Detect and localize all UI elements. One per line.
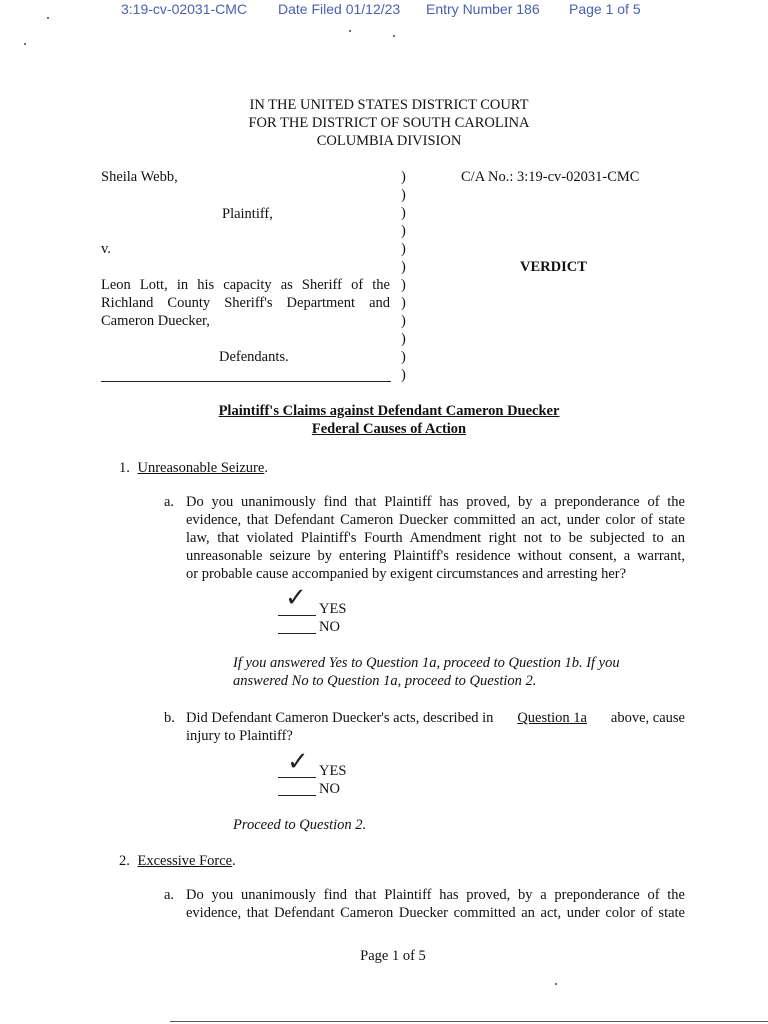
answer-blank-no [278, 795, 316, 796]
question-1b-line1-post: above, cause [610, 710, 685, 726]
question-1a-yes-label: YES [319, 601, 347, 617]
caption-defendants-role: Defendants. [219, 349, 289, 365]
question-1b-letter: b. [164, 710, 175, 726]
caption-defendants [101, 276, 390, 330]
question-1a-letter: a. [164, 494, 175, 510]
caption-defendants-line2: Richland County Sheriff's Department and [101, 295, 390, 311]
court-heading-line3: COLUMBIA DIVISION [316, 133, 462, 149]
question-1-heading [119, 459, 268, 477]
question-2a-text [186, 886, 685, 922]
question-1a-line: evidence, that Defendant Cameron Duecker committed an act, under color of state [186, 512, 685, 528]
question-1b-text [186, 709, 685, 745]
caption-paren: ) [401, 187, 406, 203]
question-1b-instruction: Proceed to Question 2. [233, 817, 367, 833]
question-1a-line: or probable cause accompanied by exigent circumstances and arresting her? [186, 566, 627, 582]
question-1b-line1 [186, 709, 685, 727]
question-2a-letter: a. [164, 887, 175, 903]
question-1-title: Unreasonable Seizure [137, 460, 265, 476]
question-2-period: . [232, 853, 236, 869]
caption-paren: ) [401, 367, 406, 383]
caption-paren: ) [401, 241, 406, 257]
caption-paren: ) [401, 223, 406, 239]
file-stamp-page: Page 1 of 5 [569, 1, 641, 17]
caption-paren: ) [401, 349, 406, 365]
question-1b-line1-pre: Did Defendant Cameron Duecker's acts, described in [186, 710, 494, 726]
question-1b-line2: injury to Plaintiff? [186, 728, 293, 744]
scan-speck [555, 983, 557, 985]
scan-edge-line [170, 1021, 768, 1022]
question-1-number: 1. [119, 460, 130, 476]
file-stamp-entry: Entry Number 186 [426, 1, 540, 17]
caption-paren: ) [401, 295, 406, 311]
caption-paren: ) [401, 205, 406, 221]
caption-paren: ) [401, 313, 406, 329]
caption-paren: ) [401, 331, 406, 347]
scan-speck [24, 43, 26, 45]
caption-plaintiff-name: Sheila Webb, [101, 169, 178, 185]
question-2-heading [119, 852, 236, 870]
question-1a-text [186, 493, 685, 583]
section-heading-line2: Federal Causes of Action [311, 421, 467, 437]
caption-plaintiff-role: Plaintiff, [222, 206, 273, 222]
caption-versus: v. [101, 241, 111, 257]
checkmark-icon: ✓ [285, 583, 307, 613]
scan-speck [349, 30, 351, 32]
caption-paren-column [401, 168, 415, 384]
question-1b-no-label: NO [319, 781, 340, 797]
checkmark-icon: ✓ [287, 747, 309, 777]
scan-speck [393, 35, 395, 37]
question-2-number: 2. [119, 853, 130, 869]
question-1a-line: Do you unanimously find that Plaintiff has proved, by a preponderance of the [186, 494, 685, 510]
caption-paren: ) [401, 277, 406, 293]
court-heading [0, 96, 768, 150]
question-1a-instruction [233, 654, 620, 690]
caption-paren: ) [401, 169, 406, 185]
question-1a-no-label: NO [319, 619, 340, 635]
answer-blank-yes [278, 777, 316, 778]
file-stamp-header [0, 0, 768, 22]
caption-rule [101, 381, 391, 382]
court-heading-line1: IN THE UNITED STATES DISTRICT COURT [249, 97, 529, 113]
question-1b-yes-label: YES [319, 763, 347, 779]
file-stamp-date-filed: Date Filed 01/12/23 [278, 1, 401, 17]
question-1b-reference: Question 1a [517, 710, 587, 726]
caption-case-number: C/A No.: 3:19-cv-02031-CMC [461, 169, 640, 185]
caption-defendants-line1: Leon Lott, in his capacity as Sheriff of the [101, 277, 390, 293]
page-footer: Page 1 of 5 [360, 948, 426, 964]
court-heading-line2: FOR THE DISTRICT OF SOUTH CAROLINA [248, 115, 530, 131]
answer-blank-no [278, 633, 316, 634]
section-heading-line1: Plaintiff's Claims against Defendant Cameron Duecker [218, 403, 560, 419]
caption-paren: ) [401, 259, 406, 275]
caption-defendants-line3: Cameron Duecker, [101, 313, 210, 329]
question-1a-line: law, that violated Plaintiff's Fourth Amendment right not to be subjected to an [186, 530, 685, 546]
question-1a-line: unreasonable seizure by entering Plaintiff's residence without consent, a warrant, [186, 548, 685, 564]
document-title: VERDICT [520, 259, 587, 275]
question-1-period: . [264, 460, 268, 476]
question-2a-line: evidence, that Defendant Cameron Duecker committed an act, under color of state [186, 905, 685, 921]
question-2a-line: Do you unanimously find that Plaintiff has proved, by a preponderance of the [186, 887, 685, 903]
question-1a-instruction-line: answered No to Question 1a, proceed to Question 2. [233, 673, 537, 689]
question-2-title: Excessive Force [137, 853, 233, 869]
file-stamp-case-no: 3:19-cv-02031-CMC [121, 1, 248, 17]
question-1a-instruction-line: If you answered Yes to Question 1a, proceed to Question 1b. If you [233, 655, 620, 671]
answer-blank-yes [278, 615, 316, 616]
section-heading [0, 402, 768, 438]
scan-speck [47, 17, 49, 19]
